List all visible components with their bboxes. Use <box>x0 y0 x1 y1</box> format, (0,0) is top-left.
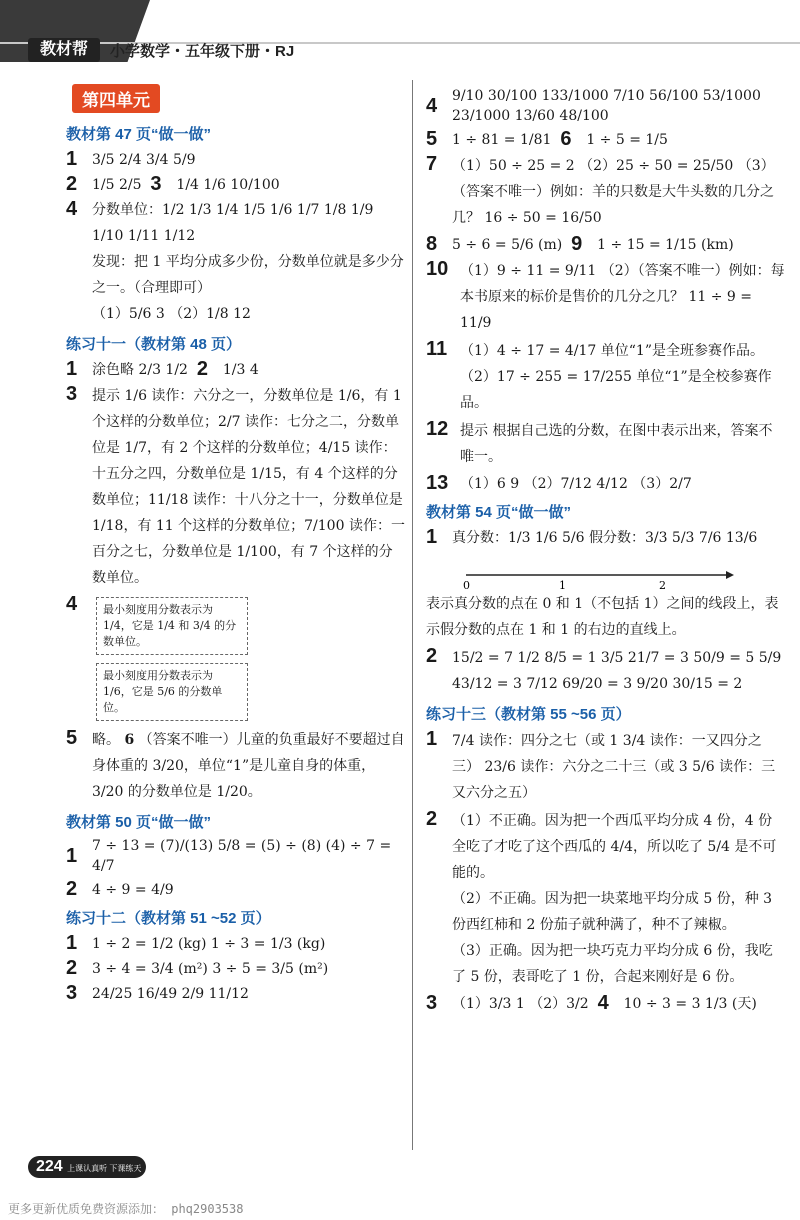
answer-text: 7 ÷ 13 = (7)/(13) 5/8 = (5) ÷ (8) (4) ÷ 7 = 4/7 <box>92 838 392 874</box>
answer-text: 1/5 2/5 <box>92 176 142 193</box>
answer-text: （1）3/3 1 （2）3/2 <box>452 995 589 1012</box>
ex-4-boxes <box>92 593 406 725</box>
answer-text: 1 ÷ 81 = 1/81 <box>452 131 552 148</box>
r-13: 13 （1）6 9 （2）7/12 4/12 （3）2/7 <box>426 472 692 494</box>
q-2: 2 4 ÷ 9 = 4/9 <box>66 878 174 900</box>
book-title: 小学数学・五年级下册・RJ <box>110 43 295 60</box>
answer-text: 1 ÷ 15 = 1/15 (km) <box>597 236 734 253</box>
tick-2: 2 <box>659 579 666 591</box>
answer-text: 1 ÷ 5 = 1/5 <box>586 131 668 148</box>
answer-text: 提示 根据自己选的分数，在图中表示出来，答案不唯一。 <box>460 423 773 465</box>
section-title: 练习十二（教材第 51 ~52 页） <box>66 910 271 927</box>
answer-text: 真分数：1/3 1/6 5/6 假分数：3/3 5/3 7/6 13/6 <box>452 529 758 546</box>
brand-badge: 教材帮 <box>28 38 100 62</box>
answer-text: （1）6 9 （2）7/12 4/12 （3）2/7 <box>460 475 692 492</box>
answer-text: 5 ÷ 6 = 5/6 (m) <box>452 236 563 253</box>
answer-2-3: 2 1/5 2/5 3 1/4 1/6 10/100 <box>66 173 280 195</box>
answer-text: 1 ÷ 2 = 1/2 (kg) 1 ÷ 3 = 1/3 (kg) <box>92 935 326 952</box>
u-3-4: 3 （1）3/3 1 （2）3/2 4 10 ÷ 3 = 3 1/3 (天) <box>426 992 757 1014</box>
ex-5-6: 5 略。 6 （答案不唯一）儿童的负重最好不要超过自身体重的 3/20，单位“1”是儿童自身的体重，3/20 的分数单位是 1/20。 <box>66 727 406 805</box>
answer-text: 15/2 = 7 1/2 8/5 = 1 3/5 21/7 = 3 50/9 = 5 5/9 43/12 = 3 7/12 69/20 = 3 9/20 30/15 = 2 <box>452 650 782 692</box>
hint-box: 最小刻度用分数表示为 1/6，它是 5/6 的分数单位。 <box>96 663 248 721</box>
section-title: 练习十三（教材第 55 ~56 页） <box>426 706 631 723</box>
answer-2c: （3）正确。因为把一块巧克力平均分成 6 份，我吃了 5 份，表哥吃了 1 份，合起来刚好是 6 份。 <box>452 943 773 985</box>
answer-2b: （2）不正确。因为把一块菜地平均分成 5 份，种 3 份西红柿和 2 份茄子就种满了，种不了辣椒。 <box>452 891 773 933</box>
r-7: 7 （1）50 ÷ 25 = 2 （2）25 ÷ 50 = 25/50 （3）（答案不唯一）例如：羊的只数是大牛头数的几分之几？ 16 ÷ 50 = 16/50 <box>426 153 786 231</box>
answer-4-sub: （1）5/6 3 （2）1/8 12 <box>92 306 251 322</box>
t-1: 1 真分数：1/3 1/6 5/6 假分数：3/3 5/3 7/6 13/6 <box>426 526 758 548</box>
answer-1: 1 3/5 2/4 3/4 5/9 <box>66 148 196 170</box>
answer-label: 分数单位： <box>92 201 162 218</box>
answer-text: 24/25 16/49 2/9 11/12 <box>92 985 249 1002</box>
axis-arrow <box>726 571 734 579</box>
unit-label: 第四单元 <box>72 84 160 113</box>
answer-11b: （2）17 ÷ 255 = 17/255 单位“1”是全校参赛作品。 <box>460 369 772 411</box>
answer-text: 3/5 2/4 3/4 5/9 <box>92 151 196 168</box>
r-2: 2 3 ÷ 4 = 3/4 (m²) 3 ÷ 5 = 3/5 (m²) <box>66 957 329 979</box>
number-line <box>426 551 786 591</box>
hint-box: 最小刻度用分数表示为 1/4，它是 1/4 和 3/4 的分数单位。 <box>96 597 248 655</box>
r-11: 11 （1）4 ÷ 17 = 4/17 单位“1”是全班参赛作品。 （2）17 ÷ 255 = 17/255 单位“1”是全校参赛作品。 <box>426 338 786 416</box>
section-title: 教材第 50 页“做一做” <box>66 814 212 831</box>
section-title: 教材第 47 页“做一做” <box>66 126 212 143</box>
page-slogan: 上课认真听 下课练天度 <box>36 1164 142 1197</box>
u-1: 1 7/4 读作：四分之七（或 1 3/4 读作：一又四分之三） 23/6 读作：六分之二十三（或 3 5/6 读作：三又六分之五） <box>426 728 786 806</box>
answer-text: 涂色略 2/3 1/2 <box>92 361 188 378</box>
answer-text: 1/4 1/6 10/100 <box>176 176 280 193</box>
r-8-9: 8 5 ÷ 6 = 5/6 (m) 9 1 ÷ 15 = 1/15 (km) <box>426 233 734 255</box>
number-line-svg <box>426 551 766 591</box>
left-column <box>66 84 406 1007</box>
answer-text: 1/2 1/3 1/4 1/5 1/6 1/7 1/8 1/9 <box>162 201 374 218</box>
ex-3: 3 提示 1/6 读作：六分之一，分数单位是 1/6，有 1 个这样的分数单位；2/7 读作：七分之二，分数单位是 1/7，有 2 个这样的分数单位；4/15 读作：十五分之四，分数单位是 1/15，有 4 个这样的分数单位；11/18 读作：十八分之十一，分数单位是 1/18，有 11 个这样的分数单位；7/100 读作：一百分之七，分数单位是 1/100，有 7 个这样的分数单位。 <box>66 383 406 591</box>
ex-1-2: 1 涂色略 2/3 1/2 2 1/3 4 <box>66 358 259 380</box>
column-divider <box>412 80 413 1150</box>
t-2: 2 15/2 = 7 1/2 8/5 = 1 3/5 21/7 = 3 50/9 = 5 5/9 43/12 = 3 7/12 69/20 = 3 9/20 30/15 = 2 <box>426 645 786 697</box>
answer-4-text: 发现：把 1 平均分成多少份，分数单位就是多少分之一。（合理即可） <box>92 254 404 296</box>
answer-text: 提示 1/6 读作：六分之一，分数单位是 1/6，有 1 个这样的分数单位；2/7 读作：七分之二，分数单位是 1/7，有 2 个这样的分数单位；4/15 读作：十五分之四，分数单位是 1/15，有 4 个这样的分数单位；11/18 读作：十八分之十一，分数单位是 1/18，有 11 个这样的分数单位；7/100 读作：一百分之七，分数单位是 1/100，有 7 个这样的分数单位。 <box>92 388 405 586</box>
answer-text <box>460 338 786 416</box>
answer-text: 1/3 4 <box>222 361 259 378</box>
answer-text: （1）9 ÷ 11 = 9/11 （2）（答案不唯一）例如：每本书原来的标价是售价的几分之几？ 11 ÷ 9 = 11/9 <box>460 263 785 331</box>
tick-1: 1 <box>559 579 566 591</box>
q-1: 1 7 ÷ 13 = (7)/(13) 5/8 = (5) ÷ (8) (4) ÷ 7 = 4/7 <box>66 836 406 876</box>
answer-text: 7/4 读作：四分之七（或 1 3/4 读作：一又四分之三） 23/6 读作：六分之二十三（或 3 5/6 读作：三又六分之五） <box>452 733 776 801</box>
answer-text: 10 ÷ 3 = 3 1/3 (天) <box>623 995 757 1012</box>
answer-11a: （1）4 ÷ 17 = 4/17 单位“1”是全班参赛作品。 <box>460 343 765 359</box>
answer-4: 4 分数单位： 1/2 1/3 1/4 1/5 1/6 1/7 1/8 1/9 <box>66 198 374 220</box>
answer-text: （1）50 ÷ 25 = 2 （2）25 ÷ 50 = 25/50 （3）（答案不唯一）例如：羊的只数是大牛头数的几分之几？ 16 ÷ 50 = 16/50 <box>452 158 775 226</box>
right-column <box>426 84 786 1017</box>
r-3: 3 24/25 16/49 2/9 11/12 <box>66 982 249 1004</box>
ex-4: 4 最小刻度用分数表示为 1/4，它是 1/4 和 3/4 的分数单位。最小刻度用分数表示为 1/6，它是 5/6 的分数单位。 <box>66 593 406 725</box>
r-12: 12 提示 根据自己选的分数，在图中表示出来，答案不唯一。 <box>426 418 786 470</box>
section-title: 教材第 54 页“做一做” <box>426 504 572 521</box>
answer-6: （答案不唯一）儿童的负重最好不要超过自身体重的 3/20，单位“1”是儿童自身的体重，3/20 的分数单位是 1/20。 <box>92 732 405 800</box>
r-1: 1 1 ÷ 2 = 1/2 (kg) 1 ÷ 3 = 1/3 (kg) <box>66 932 326 954</box>
answer-5: 略。 <box>92 732 120 748</box>
page-number: 224 <box>36 1158 63 1175</box>
r-10: 10 （1）9 ÷ 11 = 9/11 （2）（答案不唯一）例如：每本书原来的标价是售价的几分之几？ 11 ÷ 9 = 11/9 <box>426 258 786 336</box>
answer-2a: （1）不正确。因为把一个西瓜平均分成 4 份，4 份全吃了才吃了这个西瓜的 4/4，所以吃了 5/4 是不可能的。 <box>452 813 777 881</box>
page-number-badge <box>28 1156 146 1197</box>
answer-text: 9/10 30/100 133/1000 7/10 56/100 53/1000 23/1000 13/60 48/100 <box>452 88 761 124</box>
answer-text: 略。 6 （答案不唯一）儿童的负重最好不要超过自身体重的 3/20，单位“1”是儿童自身的体重，3/20 的分数单位是 1/20。 <box>92 732 405 800</box>
answer-text <box>452 808 786 990</box>
answer-text: 4 ÷ 9 = 4/9 <box>92 881 174 898</box>
r-5-6: 5 1 ÷ 81 = 1/81 6 1 ÷ 5 = 1/5 <box>426 128 668 150</box>
t-1-text: 表示真分数的点在 0 和 1（不包括 1）之间的线段上，表示假分数的点在 1 和 1 的右边的直线上。 <box>426 596 779 638</box>
answer-text: 3 ÷ 4 = 3/4 (m²) 3 ÷ 5 = 3/5 (m²) <box>92 960 329 977</box>
answer-4-list: 1/10 1/11 1/12 <box>92 228 196 244</box>
section-title: 练习十一（教材第 48 页） <box>66 336 242 353</box>
tick-0: 0 <box>463 579 470 591</box>
page-header <box>0 0 800 62</box>
u-2: 2 （1）不正确。因为把一个西瓜平均分成 4 份，4 份全吃了才吃了这个西瓜的 4/4，所以吃了 5/4 是不可能的。 （2）不正确。因为把一块菜地平均分成 5 份，种 3 份西红柿和 2 份茄子就种满了，种不了辣椒。 （3）正确。因为把一块巧克力平均分成 6 份，我吃了 5 份，表哥吃了 1 份，合起来刚好是 6 份。 <box>426 808 786 990</box>
r-4: 4 9/10 30/100 133/1000 7/10 56/100 53/1000 23/1000 13/60 48/100 <box>426 86 786 126</box>
watermark-text: 更多更新优质免费资源添加： phq2903538 <box>8 1202 244 1216</box>
